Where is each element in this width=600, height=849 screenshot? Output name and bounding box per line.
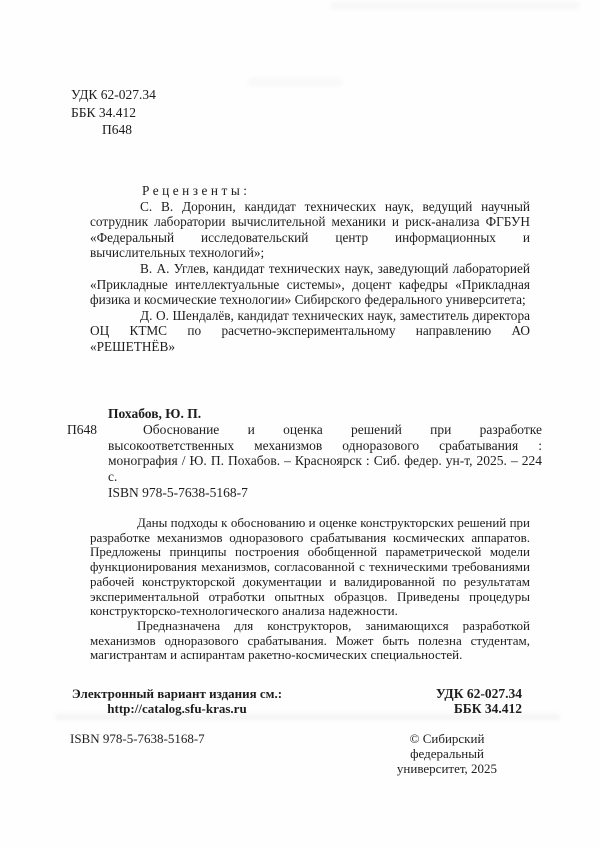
copyright-notice [372,731,522,776]
bbk-code-bottom: ББК 34.412 [453,701,522,716]
electronic-edition-note [68,686,286,716]
bib-author-name: Похабов, Ю. П. [108,406,202,421]
author-sign-code: П648 [102,122,132,137]
bib-author-sign: П648 [67,422,97,437]
bbk-code: ББК 34.412 [71,104,137,120]
scan-artifact [330,2,580,9]
udk-code-bottom: УДК 62-027.34 [435,686,522,701]
reviewers-heading: Рецензенты: [142,183,251,198]
electronic-edition-url: http://catalog.sfu-kras.ru [107,701,247,716]
annotation-section [90,516,530,663]
annotation-paragraph: Предназначена для конструкторов, занимающихся разработкой механизмов одноразового срабатывания. Может быть полезна студентам, магистрантам и аспирантам ракетно-космических специальностей. [90,617,530,663]
copyright-line2: университет, 2025 [396,761,498,776]
scan-artifact [248,78,343,86]
reviewers-section [90,183,530,355]
classification-codes-top [71,86,156,139]
reviewer-item: Д. О. Шендалёв, кандидат технических наук, заместитель директора ОЦ КТМС по расчетно-экспериментальному направлению АО «РЕШЕТНЁВ» [90,307,530,354]
copyright-line1: © Сибирский федеральный [409,731,485,761]
classification-codes-bottom [436,686,522,716]
bibliographic-record [67,406,542,501]
isbn-bottom: ISBN 978-5-7638-5168-7 [70,731,205,746]
bib-description: Обоснование и оценка решений при разработке высокоответственных механизмов одноразового срабатывания : монография / Ю. П. Похабов. – Красноярск : Сиб. федер. ун-т, 2025. – 224 с. [108,421,542,485]
isbn-number: ISBN 978-5-7638-5168-7 [108,484,248,500]
electronic-edition-label: Электронный вариант издания см.: [71,686,283,701]
reviewer-item: В. А. Углев, кандидат технических наук, заведующий лабораторией «Прикладные интеллектуальные системы», доцент кафедры «Прикладная физика и космические технологии» Сибирского федерального университета; [90,260,530,308]
udk-code: УДК 62-027.34 [71,87,156,102]
reviewer-item: С. В. Доронин, кандидат технических наук, ведущий научный сотрудник лаборатории вычислительной механики и риск-анализа ФГБУН «Федеральный исследовательский центр информационных и вычислительных технологий»; [90,198,530,261]
annotation-paragraph: Даны подходы к обоснованию и оценке конструкторских решений при разработке механизмов одноразового срабатывания космических аппаратов. Предложены принципы построения обобщенной параметрической модели функционирования механизмов, согласованной с техническими требованиями рабочей конструкторской документации и валидированной по результатам экспериментальной отработки опытных образцов. Приведены процедуры конструкторско-технологического анализа надежности. [90,515,530,619]
